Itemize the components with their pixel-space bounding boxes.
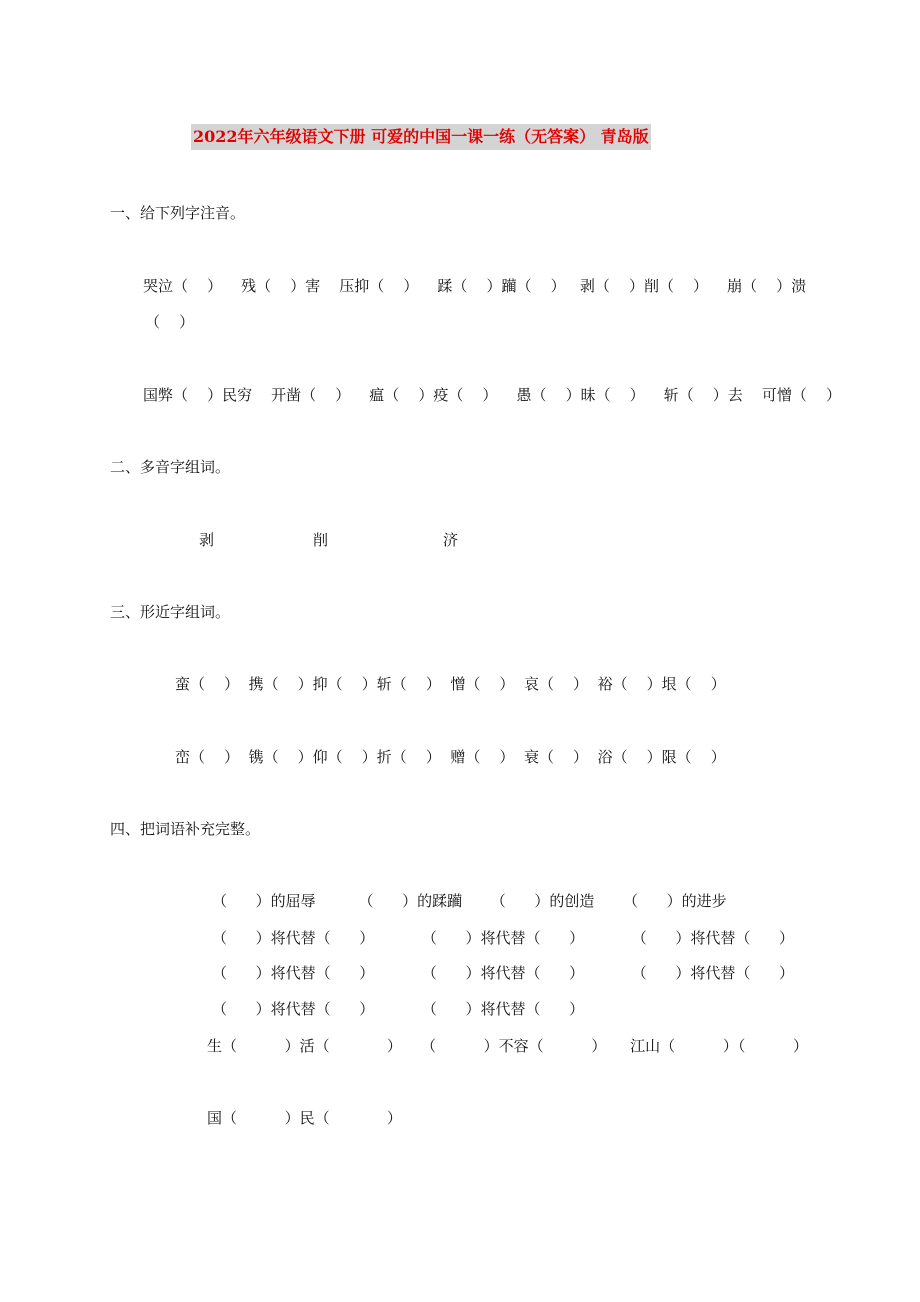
section-1-heading: 一、给下列字注音。 bbox=[110, 204, 246, 222]
page-title: 2022年六年级语文下册 可爱的中国一课一练（无答案） 青岛版 bbox=[191, 124, 651, 150]
pinyin-line-1: 哭泣（ ） 残（ ）害 压抑（ ） 蹂（ ）躏（ ） 剥（ ）削（ ） 崩（ ）溃 bbox=[143, 277, 807, 295]
polyphone-word-3: 济 bbox=[443, 531, 459, 549]
polyphone-word-2: 削 bbox=[313, 531, 329, 549]
section-4-heading: 四、把词语补充完整。 bbox=[110, 820, 261, 838]
fill-line-4: （ ）将代替（ ） （ ）将代替（ ） bbox=[212, 1000, 585, 1018]
pinyin-line-1-continued: （ ） bbox=[145, 313, 195, 331]
fill-line-1: （ ）的屈辱 （ ）的蹂躏 （ ）的创造 （ ）的进步 bbox=[212, 892, 727, 910]
pinyin-line-2: 国弊（ ）民穷 开凿（ ） 瘟（ ）疫（ ） 愚（ ）昧（ ） 斩（ ）去 可憎（ ） bbox=[143, 386, 841, 404]
similar-char-line-2: 峦（ ） 镌（ ）仰（ ）折（ ） 赠（ ） 衰（ ） 浴（ ）限（ ） bbox=[175, 748, 726, 766]
fill-line-5: 生（ ）活（ ） （ ）不容（ ） 江山（ ）（ ） bbox=[207, 1037, 809, 1055]
section-3-heading: 三、形近字组词。 bbox=[110, 603, 231, 621]
similar-char-line-1: 蛮（ ） 携（ ）抑（ ）斩（ ） 憎（ ） 哀（ ） 裕（ ）垠（ ） bbox=[175, 675, 726, 693]
fill-line-3: （ ）将代替（ ） （ ）将代替（ ） （ ）将代替（ ） bbox=[212, 964, 795, 982]
fill-line-6: 国（ ）民（ ） bbox=[207, 1109, 402, 1127]
polyphone-word-1: 剥 bbox=[199, 531, 215, 549]
fill-line-2: （ ）将代替（ ） （ ）将代替（ ） （ ）将代替（ ） bbox=[212, 929, 795, 947]
section-2-heading: 二、多音字组词。 bbox=[110, 458, 231, 476]
